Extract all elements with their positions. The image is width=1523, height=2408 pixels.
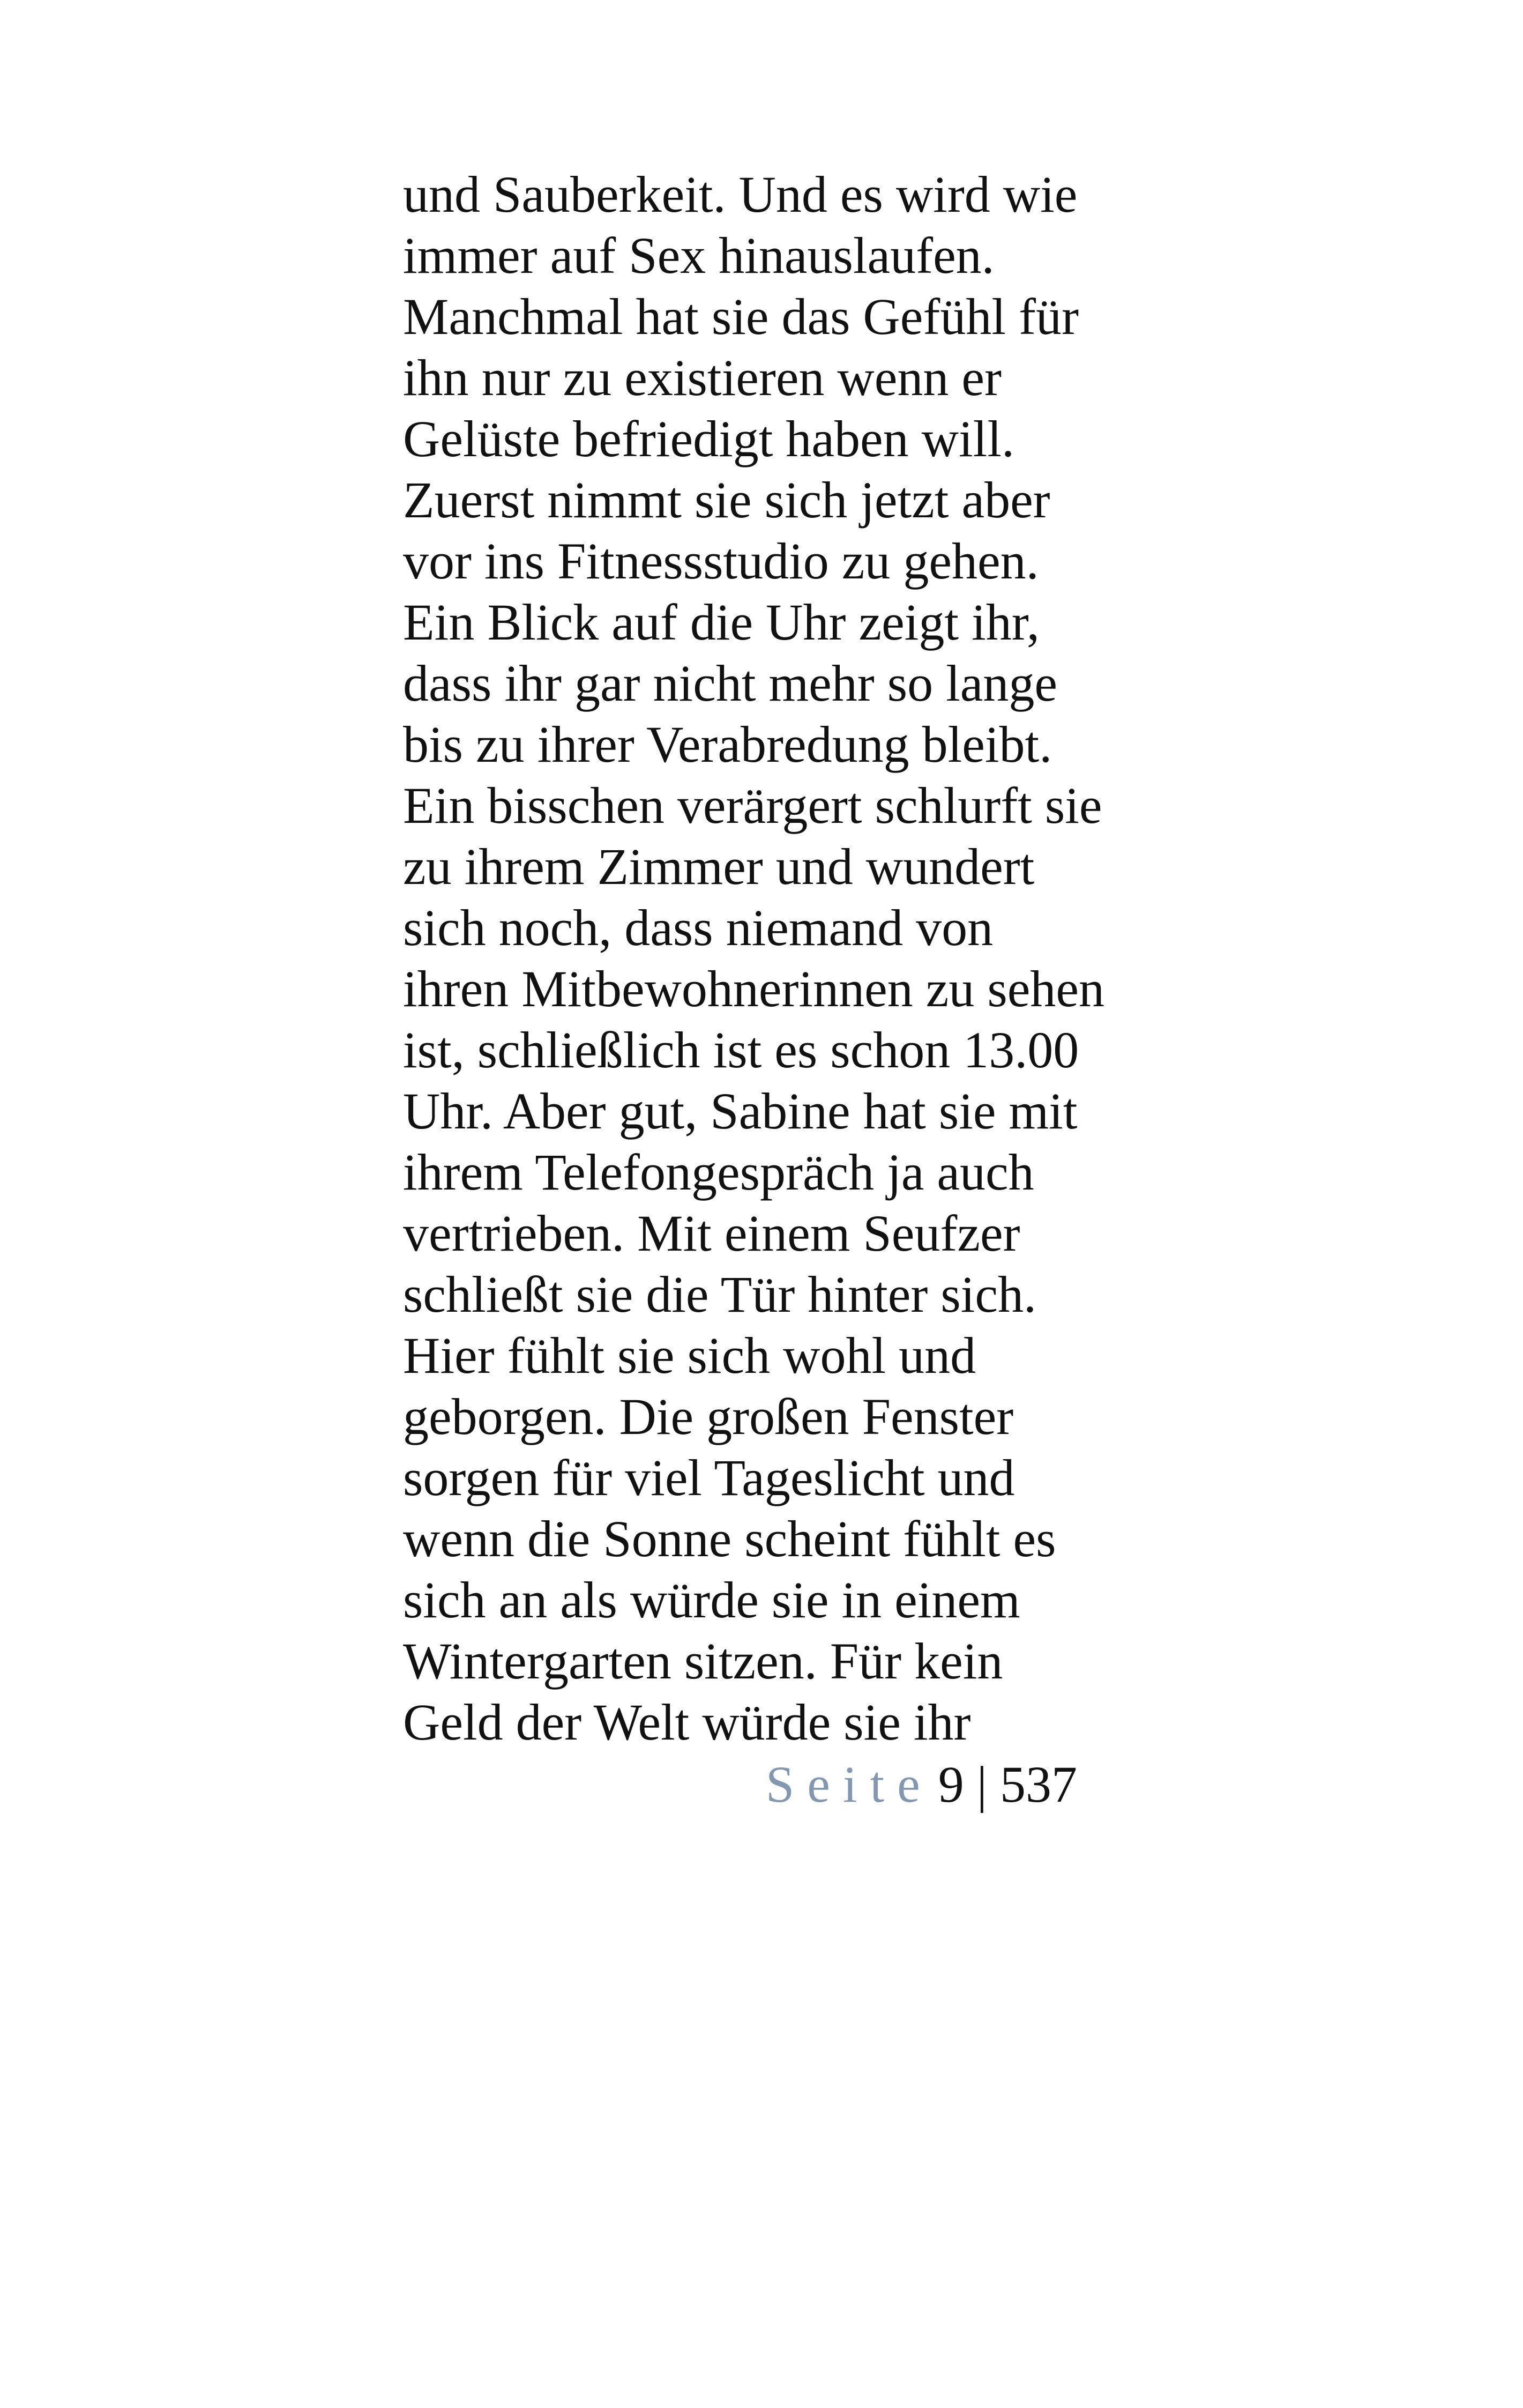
text-line: ihren Mitbewohnerinnen zu sehen [403,960,1104,1017]
text-line: schließt sie die Tür hinter sich. [403,1266,1036,1323]
text-line: zu ihrem Zimmer und wundert [403,838,1035,895]
text-line: Zuerst nimmt sie sich jetzt aber [403,471,1050,529]
text-line: Ein Blick auf die Uhr zeigt ihr, [403,593,1040,651]
page-label: Seite [765,1756,933,1813]
text-line: Wintergarten sitzen. Für kein [403,1632,1003,1690]
text-line: vor ins Fitnessstudio zu gehen. [403,532,1039,590]
page-number: 9 | 537 [938,1756,1077,1813]
text-line: vertrieben. Mit einem Seufzer [403,1205,1020,1262]
text-line: dass ihr gar nicht mehr so lange [403,655,1057,712]
text-line: sich noch, dass niemand von [403,899,994,956]
text-line: immer auf Sex hinauslaufen. [403,227,995,284]
text-line: Hier fühlt sie sich wohl und [403,1327,976,1384]
text-line: sich an als würde sie in einem [403,1571,1020,1629]
text-line: wenn die Sonne scheint fühlt es [403,1510,1056,1567]
text-line: ihn nur zu existieren wenn er [403,349,1002,406]
page-footer [745,1754,1077,1815]
text-line: und Sauberkeit. Und es wird wie [403,166,1078,223]
text-line: bis zu ihrer Verabredung bleibt. [403,716,1052,773]
text-line: Manchmal hat sie das Gefühl für [403,288,1079,345]
text-line: Geld der Welt würde sie ihr [403,1693,971,1751]
body-text [403,164,1164,1753]
text-line: Ein bisschen verärgert schlurft sie [403,777,1102,834]
text-line: sorgen für viel Tageslicht und [403,1449,1015,1506]
text-line: Uhr. Aber gut, Sabine hat sie mit [403,1082,1078,1140]
text-line: ist, schließlich ist es schon 13.00 [403,1021,1079,1079]
text-line: geborgen. Die großen Fenster [403,1388,1014,1445]
text-line: Gelüste befriedigt haben will. [403,410,1014,467]
text-line: ihrem Telefongespräch ja auch [403,1143,1034,1201]
